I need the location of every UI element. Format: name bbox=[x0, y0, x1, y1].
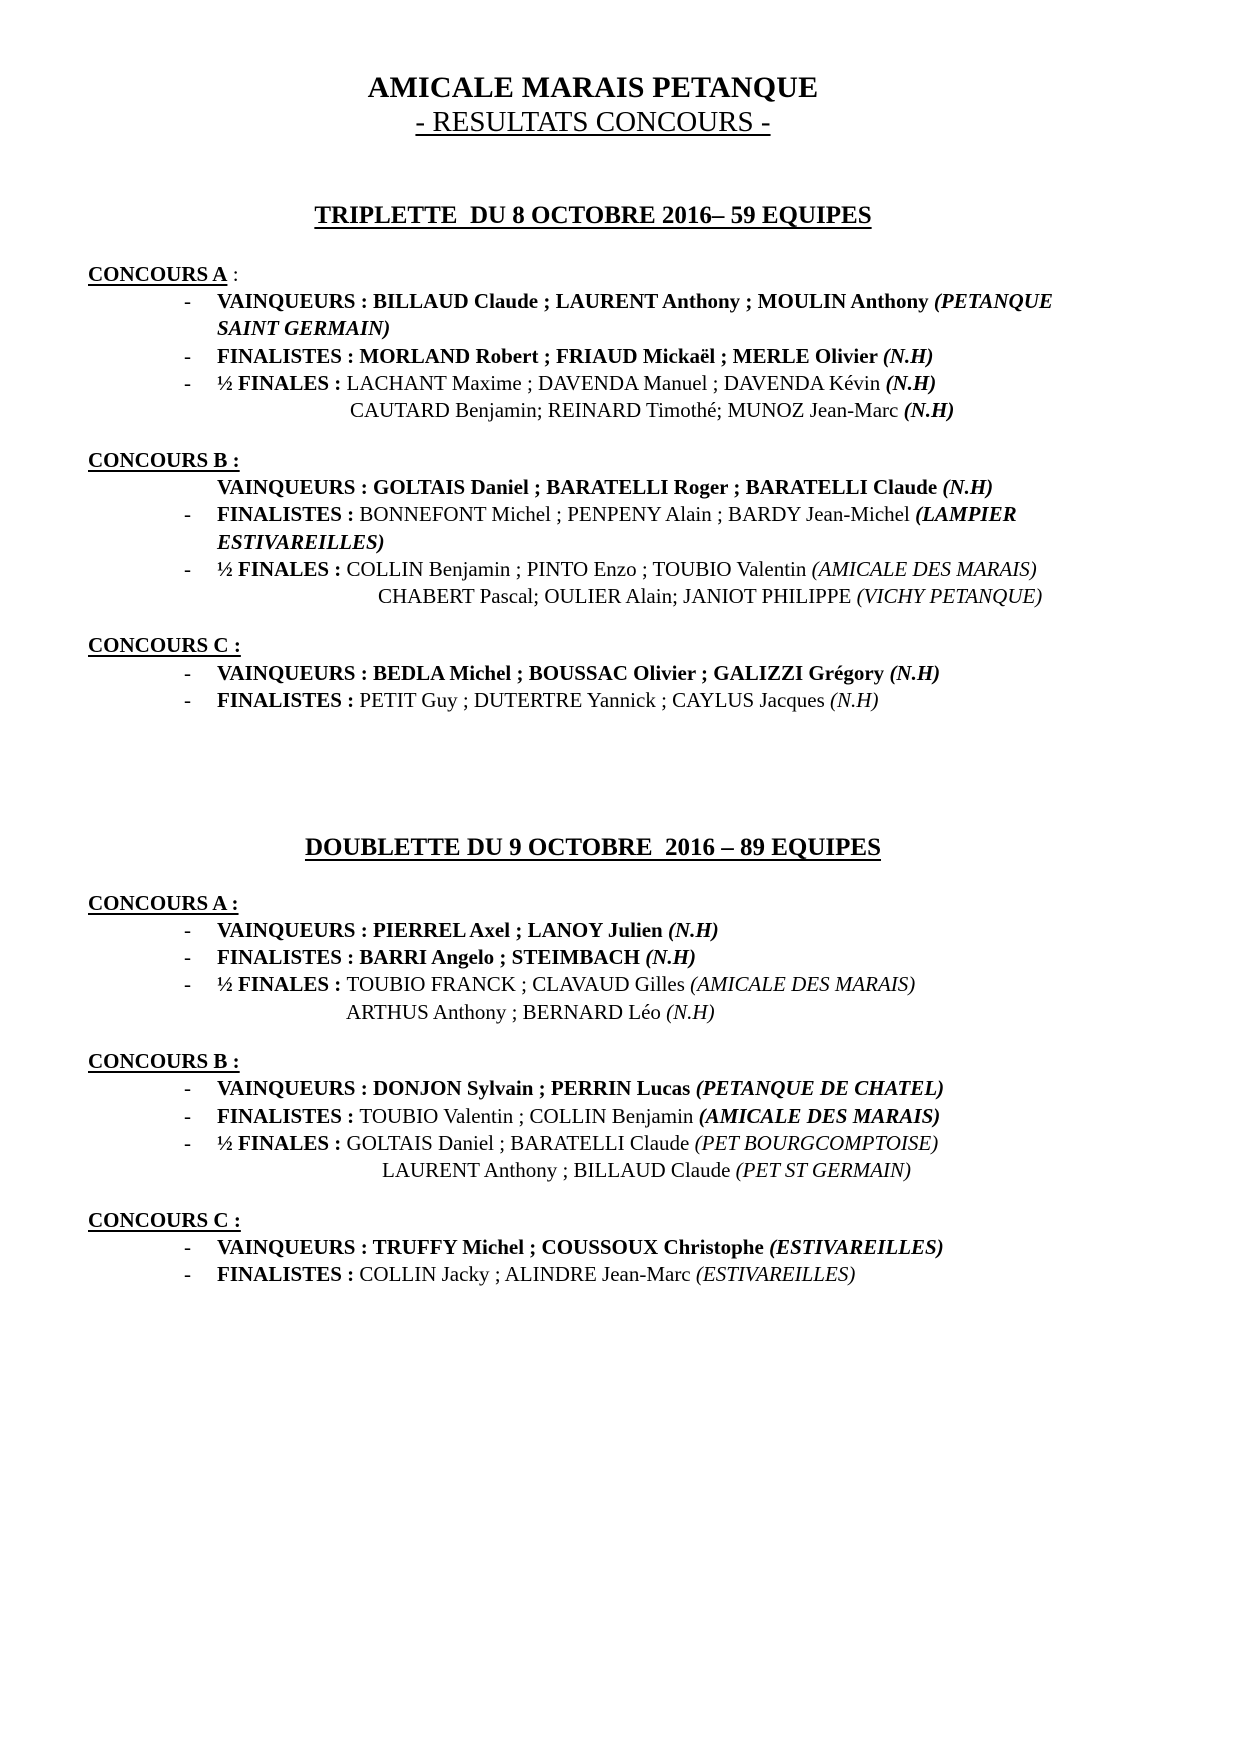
entry-label: FINALISTES : bbox=[217, 1103, 360, 1128]
entry-demi-finales bbox=[88, 1130, 1098, 1157]
bullet-dash: - bbox=[184, 502, 191, 527]
group-label bbox=[88, 1207, 1098, 1234]
group-label-text: CONCOURS B : bbox=[88, 1049, 240, 1074]
entry-vainqueurs bbox=[88, 474, 1098, 501]
continuation-club: (N.H) bbox=[903, 398, 955, 423]
bullet-dash: - bbox=[184, 1076, 191, 1101]
entry-club: (N.H) bbox=[882, 343, 934, 368]
entry-label: ½ FINALES : bbox=[217, 556, 347, 581]
section-triplette bbox=[88, 200, 1098, 715]
entry-names: LACHANT Maxime ; DAVENDA Manuel ; DAVENDA Kévin bbox=[346, 371, 886, 396]
entry-label: FINALISTES : bbox=[217, 945, 360, 970]
entry-club: (N.H) bbox=[645, 945, 697, 970]
section-doublette bbox=[88, 832, 1098, 1288]
continuation-names: CAUTARD Benjamin; REINARD Timothé; MUNOZ Jean-Marc bbox=[350, 398, 904, 423]
group-label-text: CONCOURS C : bbox=[88, 633, 241, 658]
entry-club: (ESTIVAREILLES) bbox=[695, 1262, 856, 1287]
entry-club: (ESTIVAREILLES) bbox=[769, 1234, 944, 1259]
entry-demi-finales bbox=[88, 971, 1098, 998]
entry-names: COLLIN Jacky ; ALINDRE Jean-Marc bbox=[359, 1262, 696, 1287]
entry-names: BONNEFONT Michel ; PENPENY Alain ; BARDY Jean-Michel bbox=[359, 502, 916, 527]
entry-label: FINALISTES : bbox=[217, 1262, 360, 1287]
continuation-names: ARTHUS Anthony ; BERNARD Léo bbox=[346, 999, 667, 1024]
bullet-dash: - bbox=[184, 556, 191, 581]
bullet-dash: - bbox=[184, 289, 191, 314]
entry-label: VAINQUEURS : bbox=[217, 474, 373, 499]
entry-club: (N.H) bbox=[942, 474, 994, 499]
entry-vainqueurs bbox=[88, 660, 1098, 687]
bullet-dash: - bbox=[184, 343, 191, 368]
entry-demi-finales bbox=[88, 370, 1098, 397]
group-label bbox=[88, 632, 1098, 659]
bullet-dash: - bbox=[184, 1234, 191, 1259]
entry-club: (N.H) bbox=[889, 660, 941, 685]
entry-list bbox=[88, 1234, 1098, 1289]
entry-label: FINALISTES : bbox=[217, 688, 360, 713]
continuation-club: (PET ST GERMAIN) bbox=[735, 1158, 912, 1183]
entry-finalistes bbox=[88, 687, 1098, 714]
entry-club: (N.H) bbox=[830, 688, 879, 713]
document-content bbox=[88, 70, 1098, 1288]
group-label-text: CONCOURS C : bbox=[88, 1207, 241, 1232]
entry-label: VAINQUEURS : bbox=[217, 1076, 373, 1101]
entry-list bbox=[88, 660, 1098, 715]
entry-names: TRUFFY Michel ; COUSSOUX Christophe bbox=[372, 1234, 770, 1259]
group-label-suffix: : bbox=[227, 261, 239, 286]
group-concours-b bbox=[88, 1048, 1098, 1184]
bullet-dash: - bbox=[184, 917, 191, 942]
entry-names: COLLIN Benjamin ; PINTO Enzo ; TOUBIO Valentin bbox=[346, 556, 812, 581]
entry-label: VAINQUEURS : bbox=[217, 1234, 373, 1259]
entry-names: TOUBIO FRANCK ; CLAVAUD Gilles bbox=[346, 972, 691, 997]
entry-vainqueurs bbox=[88, 288, 1098, 343]
entry-label: ½ FINALES : bbox=[217, 972, 347, 997]
entry-names: PETIT Guy ; DUTERTRE Yannick ; CAYLUS Jacques bbox=[359, 688, 831, 713]
bullet-dash: - bbox=[184, 1262, 191, 1287]
entry-vainqueurs bbox=[88, 917, 1098, 944]
group-label bbox=[88, 890, 1098, 917]
entry-club: (AMICALE DES MARAIS) bbox=[690, 972, 916, 997]
entry-finalistes bbox=[88, 501, 1098, 556]
group-concours-c bbox=[88, 1207, 1098, 1289]
entry-list bbox=[88, 474, 1098, 583]
entry-names: TOUBIO Valentin ; COLLIN Benjamin bbox=[359, 1103, 699, 1128]
entry-club: (N.H) bbox=[885, 371, 937, 396]
bullet-dash: - bbox=[184, 660, 191, 685]
entry-club: (PETANQUE DE CHATEL) bbox=[695, 1076, 945, 1101]
group-concours-a bbox=[88, 890, 1098, 1026]
group-concours-b bbox=[88, 447, 1098, 611]
bullet-dash: - bbox=[184, 1103, 191, 1128]
group-label bbox=[88, 1048, 1098, 1075]
group-label bbox=[88, 447, 1098, 474]
entry-continuation bbox=[88, 397, 1098, 424]
group-label-text: CONCOURS A : bbox=[88, 890, 239, 915]
entry-continuation bbox=[88, 583, 1098, 610]
entry-continuation bbox=[88, 999, 1098, 1026]
entry-label: FINALISTES : bbox=[217, 502, 360, 527]
entry-label: VAINQUEURS : bbox=[217, 289, 373, 314]
entry-names: BEDLA Michel ; BOUSSAC Olivier ; GALIZZI Grégory bbox=[372, 660, 890, 685]
section-heading bbox=[88, 200, 1098, 231]
entry-vainqueurs bbox=[88, 1075, 1098, 1102]
bullet-dash: - bbox=[184, 1130, 191, 1155]
entry-list bbox=[88, 288, 1098, 397]
entry-label: ½ FINALES : bbox=[217, 371, 347, 396]
entry-names: PIERREL Axel ; LANOY Julien bbox=[372, 917, 668, 942]
entry-club: (PET BOURGCOMPTOISE) bbox=[694, 1130, 939, 1155]
page-subtitle-text: - RESULTATS CONCOURS - bbox=[415, 106, 771, 139]
entry-names: BARRI Angelo ; STEIMBACH bbox=[359, 945, 646, 970]
continuation-club: (VICHY PETANQUE) bbox=[856, 584, 1043, 609]
section-heading-text: TRIPLETTE DU 8 OCTOBRE 2016– 59 EQUIPES bbox=[314, 201, 872, 229]
entry-finalistes bbox=[88, 1103, 1098, 1130]
entry-finalistes bbox=[88, 944, 1098, 971]
continuation-names: LAURENT Anthony ; BILLAUD Claude bbox=[382, 1158, 736, 1183]
entry-club: (LAMPIER ESTIVAREILLES) bbox=[217, 502, 1017, 554]
bullet-dash: - bbox=[184, 972, 191, 997]
page-subtitle bbox=[88, 105, 1098, 139]
entry-club: (AMICALE DES MARAIS) bbox=[811, 556, 1037, 581]
bullet-dash: - bbox=[184, 371, 191, 396]
entry-label: FINALISTES : bbox=[217, 343, 360, 368]
entry-vainqueurs bbox=[88, 1234, 1098, 1261]
bullet-dash: - bbox=[184, 945, 191, 970]
bullet-dash: - bbox=[184, 688, 191, 713]
entry-label: ½ FINALES : bbox=[217, 1130, 347, 1155]
entry-demi-finales bbox=[88, 556, 1098, 583]
group-label-text: CONCOURS A bbox=[88, 261, 228, 286]
continuation-names: CHABERT Pascal; OULIER Alain; JANIOT PHILIPPE bbox=[378, 584, 857, 609]
entry-label: VAINQUEURS : bbox=[217, 917, 373, 942]
entry-club: (PETANQUE SAINT GERMAIN) bbox=[217, 289, 1053, 341]
group-label-text: CONCOURS B : bbox=[88, 447, 240, 472]
section-heading bbox=[88, 832, 1098, 863]
entry-label: VAINQUEURS : bbox=[217, 660, 373, 685]
page-title: AMICALE MARAIS PETANQUE bbox=[367, 71, 819, 104]
entry-club: (N.H) bbox=[668, 917, 719, 942]
entry-list bbox=[88, 1075, 1098, 1157]
group-label bbox=[88, 261, 1098, 288]
group-concours-a bbox=[88, 261, 1098, 425]
continuation-club: (N.H) bbox=[666, 999, 715, 1024]
entry-finalistes bbox=[88, 1261, 1098, 1288]
entry-names: DONJON Sylvain ; PERRIN Lucas bbox=[372, 1076, 696, 1101]
entry-names: GOLTAIS Daniel ; BARATELLI Claude bbox=[346, 1130, 695, 1155]
entry-list bbox=[88, 917, 1098, 999]
entry-club: (AMICALE DES MARAIS) bbox=[698, 1103, 941, 1128]
group-concours-c bbox=[88, 632, 1098, 714]
entry-continuation bbox=[88, 1157, 1098, 1184]
section-heading-text: DOUBLETTE DU 9 OCTOBRE 2016 – 89 EQUIPES bbox=[304, 834, 882, 862]
entry-names: BILLAUD Claude ; LAURENT Anthony ; MOULIN Anthony bbox=[372, 289, 934, 314]
entry-finalistes bbox=[88, 343, 1098, 370]
entry-names: GOLTAIS Daniel ; BARATELLI Roger ; BARATELLI Claude bbox=[372, 474, 943, 499]
entry-names: MORLAND Robert ; FRIAUD Mickaël ; MERLE Olivier bbox=[359, 343, 883, 368]
